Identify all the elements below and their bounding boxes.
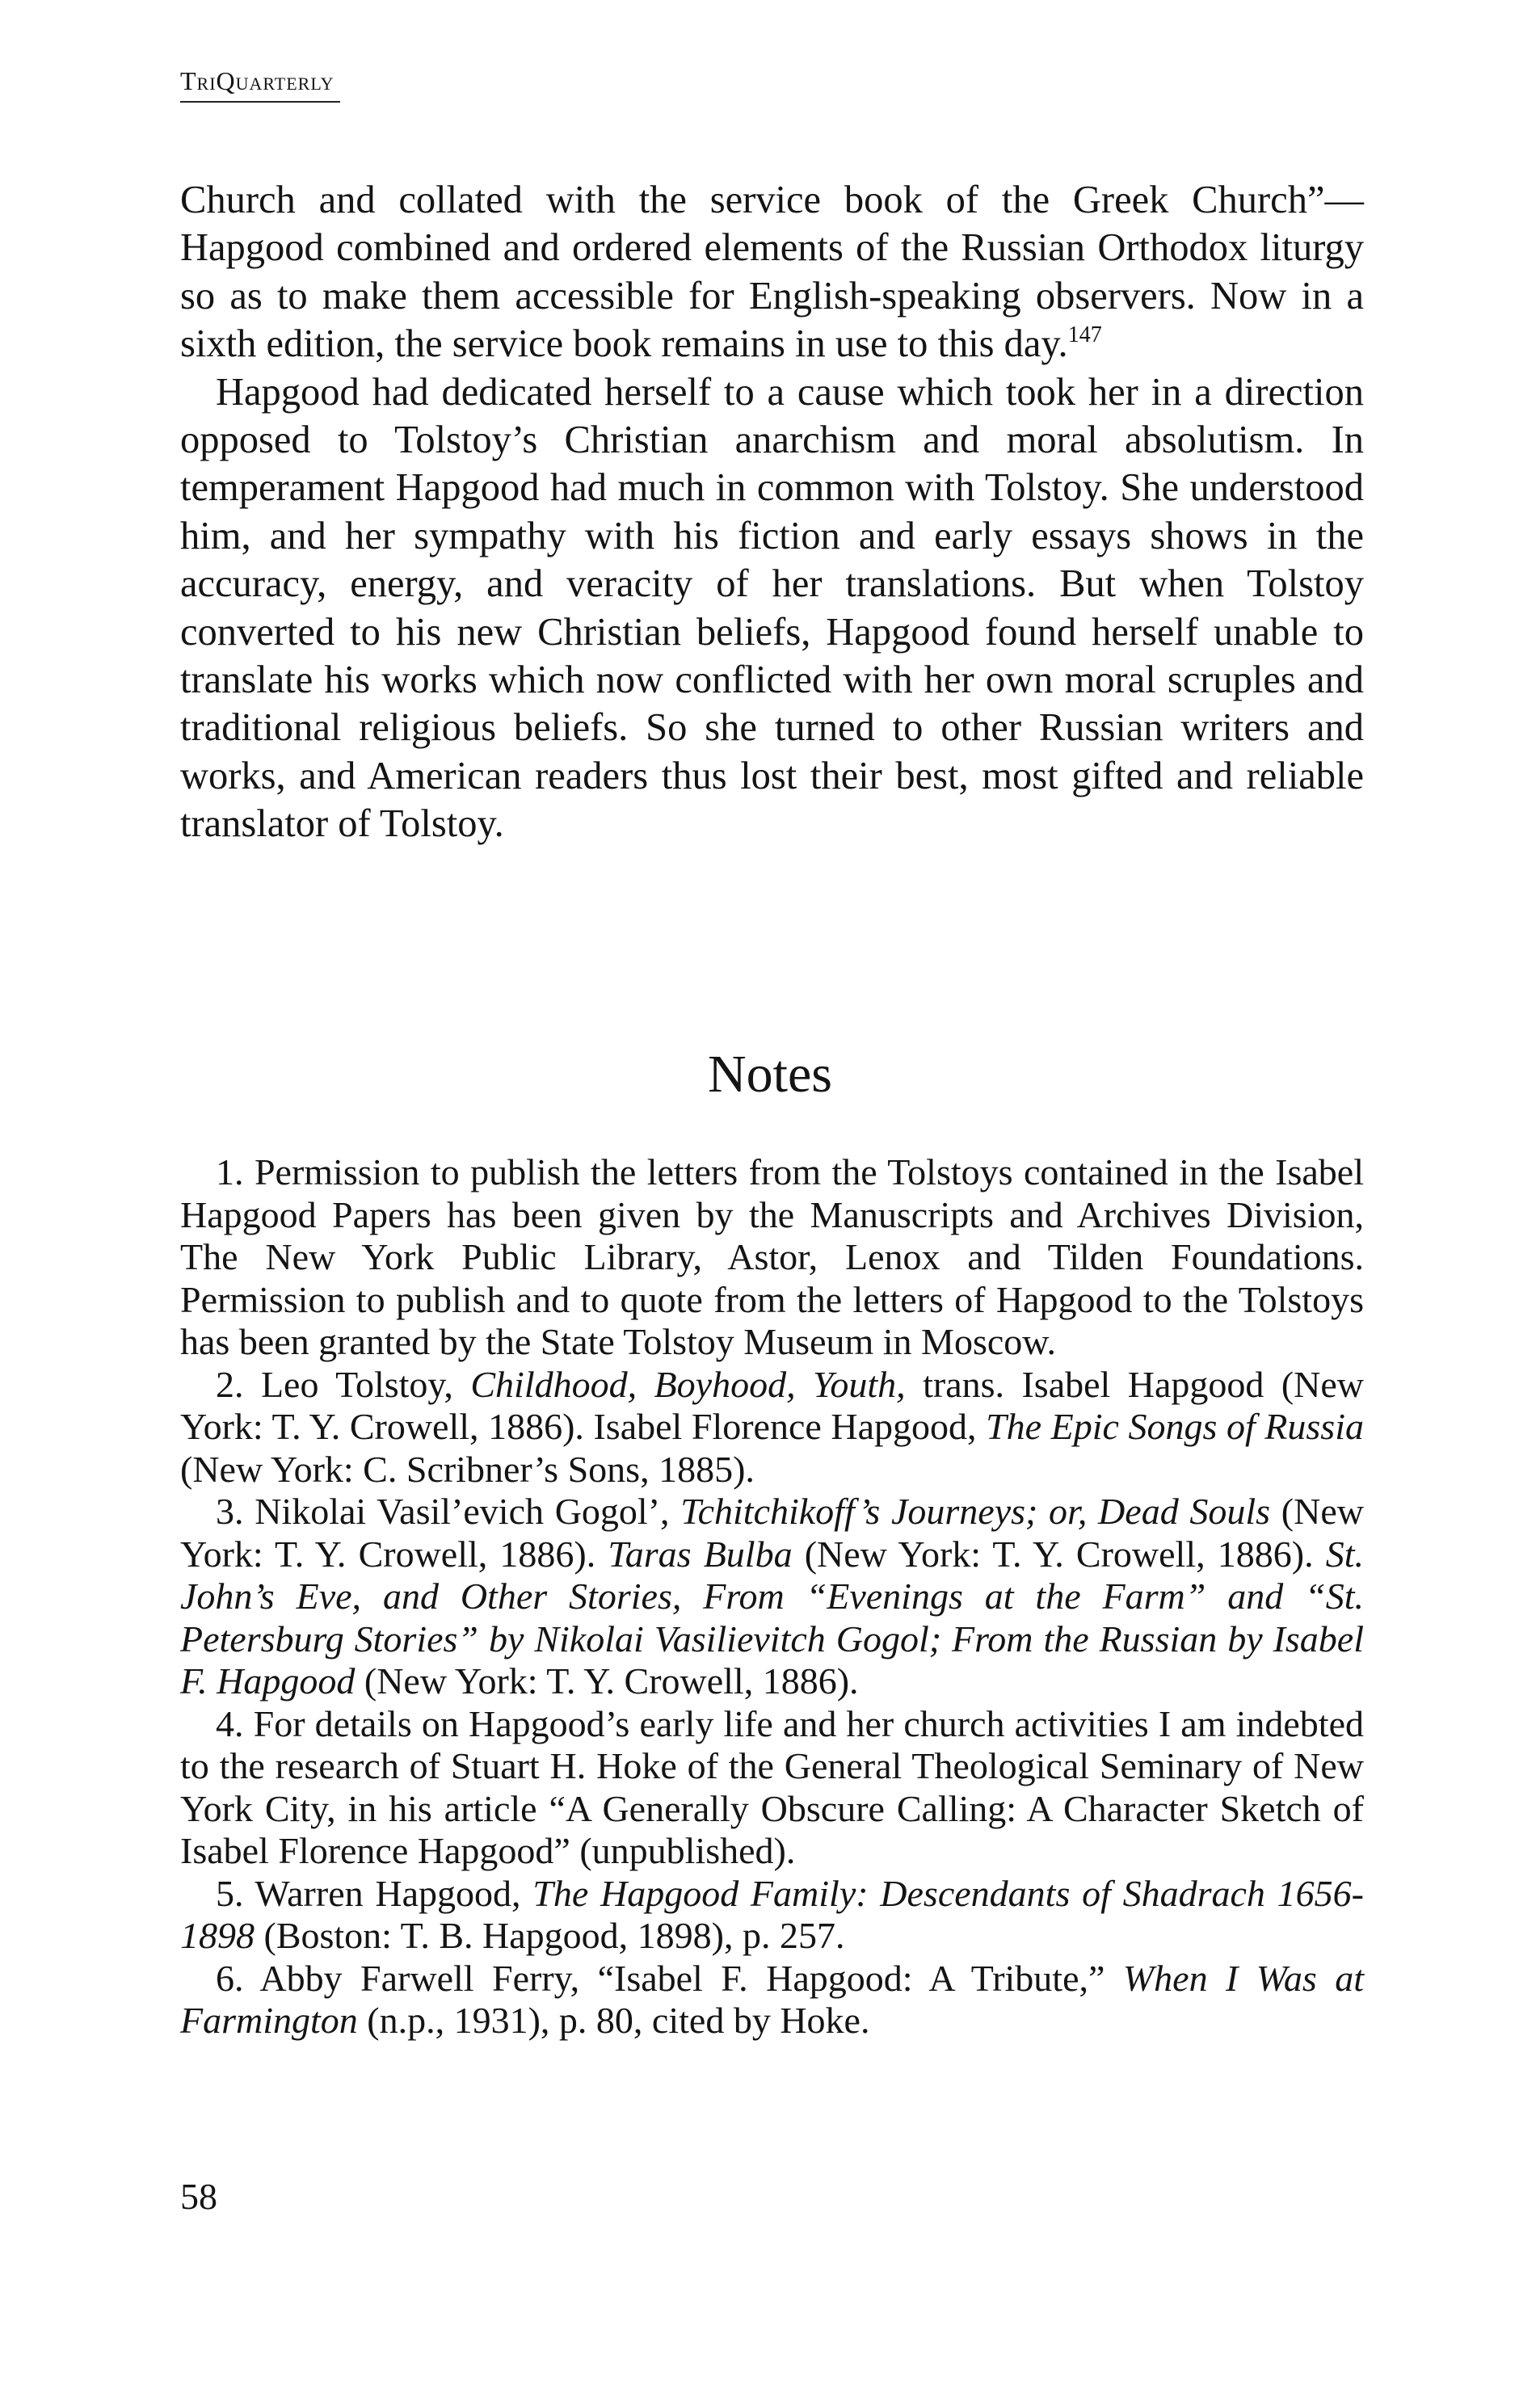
notes-heading: Notes (708, 1045, 832, 1104)
note-5-title: The Hapgood Family: Descendants of Shadrach 1656-1898 (180, 1872, 1364, 1956)
body-paragraph-1 (180, 176, 1364, 368)
note-4: 4. For details on Hapgood’s early life and her church activities I am indebted to the research of Stuart H. Hoke of the General Theological Seminary of New York City, in his article “A Generally Obscure Calling: A Character Sketch of Isabel Florence Hapgood” (unpublished). (180, 1702, 1364, 1871)
note-5 (180, 1873, 1364, 1958)
note-2 (180, 1364, 1364, 1491)
body-text (180, 176, 1364, 848)
note-1: 1. Permission to publish the letters from the Tolstoys contained in the Isabel Hapgood Papers has been given by the Manuscripts and Archives Division, The New York Public Library, Astor, Lenox and Tilden Foundations. Permission to publish and to quote from the letters of Hapgood to the Tolstoys has been granted by the State Tolstoy Museum in Moscow. (180, 1151, 1364, 1362)
page-number: 58 (180, 2176, 217, 2217)
note-6-text: (n.p., 1931), p. 80, cited by Hoke. (357, 2000, 870, 2041)
note-2-text: 2. Leo Tolstoy, (216, 1363, 471, 1405)
note-3-title: Tchitchikoff’s Journeys; or, Dead Souls (680, 1491, 1271, 1532)
note-3-text: (New York: T. Y. Crowell, 1886). (792, 1533, 1326, 1575)
note-3-text: (New York: T. Y. Crowell, 1886). (180, 1491, 1364, 1575)
note-6 (180, 1958, 1364, 2042)
running-head: TriQuarterly (180, 66, 340, 103)
footnote-reference: 147 (1067, 322, 1102, 348)
note-2-title: The Epic Songs of Russia (986, 1406, 1364, 1447)
notes-list (180, 1151, 1364, 2042)
body-paragraph-1-text: Church and collated with the service book of the Greek Church”— Hapgood combined and ordered elements of the Russian Orthodox liturgy so as to make them accessible for English-speaking observers. Now in a sixth edition, the service book remains in use to this day. (180, 179, 1364, 366)
note-2-text: trans. Isabel Hapgood (New York: T. Y. Crowell, 1886). Isabel Florence Hapgood, (180, 1363, 1365, 1447)
note-6-text: 6. Abby Farwell Ferry, “Isabel F. Hapgood: A Tribute,” (216, 1957, 1123, 1999)
note-3-title: St. John’s Eve, and Other Stories, From “Evenings at the Farm” and “St. Petersburg Stories” by Nikolai Vasilievitch Gogol; From the Russian by Isabel F. Hapgood (180, 1533, 1364, 1702)
note-6-title: When I Was at Farmington (180, 1957, 1364, 2041)
note-3-text: (New York: T. Y. Crowell, 1886). (355, 1660, 859, 1702)
note-5-text: 5. Warren Hapgood, (216, 1872, 533, 1914)
note-2-title: Childhood, Boyhood, Youth, (470, 1363, 906, 1405)
note-2-text: (New York: C. Scribner’s Sons, 1885). (180, 1448, 755, 1490)
body-paragraph-2: Hapgood had dedicated herself to a cause which took her in a direction opposed to Tolstoy’s Christian anarchism and moral absolutism. In temperament Hapgood had much in common with Tolstoy. She understood him, and her sympathy with his fiction and early essays shows in the accuracy, energy, and veracity of her translations. But when Tolstoy converted to his new Christian beliefs, Hapgood found herself unable to translate his works which now conflicted with her own moral scruples and traditional religious beliefs. So she turned to other Russian writers and works, and American readers thus lost their best, most gifted and reliable translator of Tolstoy. (180, 370, 1364, 846)
note-3-title: Taras Bulba (608, 1533, 793, 1575)
note-5-text: (Boston: T. B. Hapgood, 1898), p. 257. (255, 1915, 845, 1956)
note-3-text: 3. Nikolai Vasil’evich Gogol’, (216, 1491, 681, 1532)
note-3 (180, 1491, 1364, 1703)
